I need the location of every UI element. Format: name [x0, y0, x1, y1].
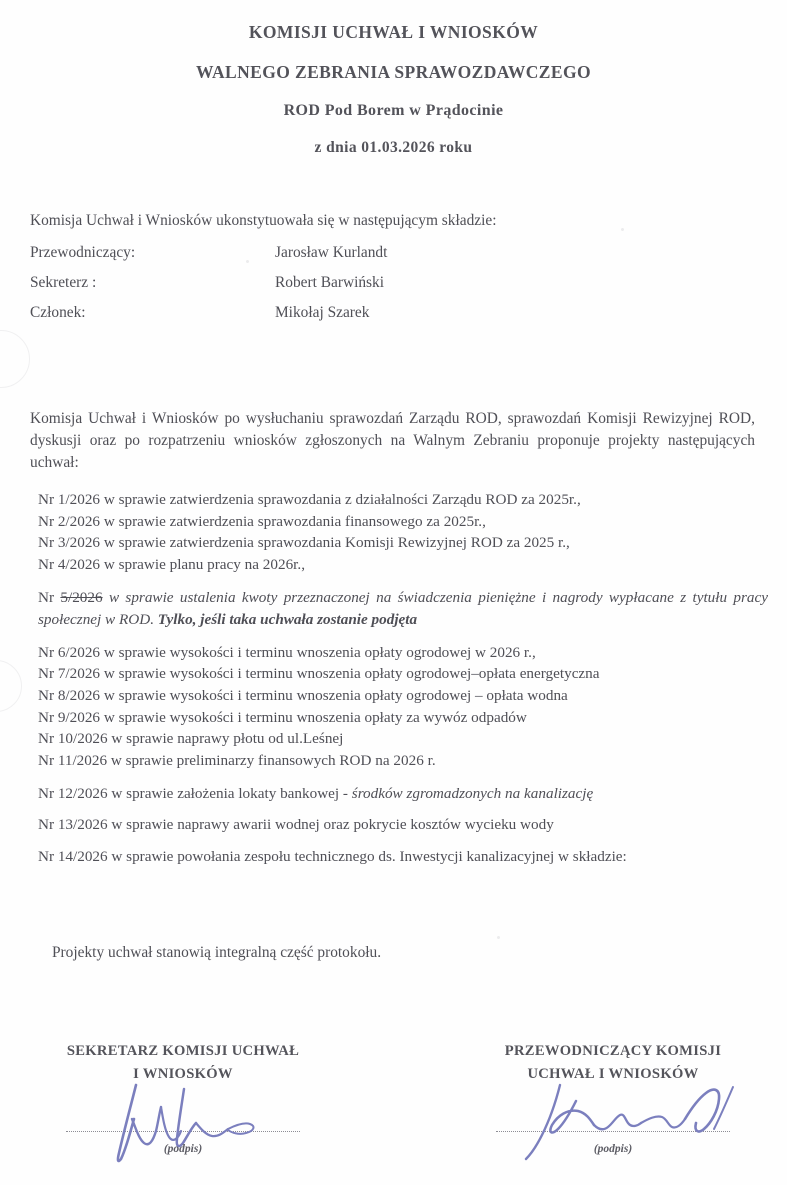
- resolution-number: Nr 4/2026: [38, 556, 101, 574]
- resolution-number: Nr 11/2026: [38, 752, 108, 770]
- person-name-secretary: Robert Barwiński: [275, 274, 385, 291]
- header-title-line-1: KOMISJI UCHWAŁ I WNIOSKÓW: [248, 22, 539, 42]
- header-date: z dnia 01.03.2026 roku: [314, 139, 473, 156]
- scan-artifact: [0, 660, 22, 712]
- closing-statement: Projekty uchwał stanowią integralną część protokołu.: [52, 944, 382, 961]
- resolution-item: [38, 643, 768, 664]
- signature-dotted-line: [66, 1131, 300, 1132]
- header-garden-name: ROD Pod Borem w Prądocinie: [283, 102, 504, 119]
- signature-dotted-line: [496, 1131, 730, 1132]
- resolutions-list: [38, 490, 768, 869]
- resolution-text: w sprawie zatwierdzenia sprawozdania Komisji Rewizyjnej ROD za 2025 r.,: [100, 534, 570, 552]
- resolution-item: [38, 784, 768, 805]
- resolution-text: w sprawie naprawy awarii wodnej oraz pokrycie kosztów wycieku wody: [107, 816, 554, 834]
- signature-title-line-2: UCHWAŁ I WNIOSKÓW: [527, 1065, 699, 1082]
- resolution-number: Nr 10/2026: [38, 730, 108, 748]
- signature-title-line-2: I WNIOSKÓW: [133, 1065, 233, 1082]
- signature-caption: (podpis): [163, 1143, 203, 1156]
- resolution-text: w sprawie zatwierdzenia sprawozdania z działalności Zarządu ROD za 2025r.,: [100, 491, 581, 508]
- resolution-item: [38, 708, 768, 729]
- resolution-item: [38, 815, 768, 836]
- resolution-text: w sprawie wysokości i terminu wnoszenia opłaty ogrodowej – opłata wodna: [100, 687, 568, 705]
- signature-title-line-1: SEKRETARZ KOMISJI UCHWAŁ: [66, 1043, 300, 1059]
- resolution-item: [38, 533, 768, 554]
- header-title-line-2: WALNEGO ZEBRANIA SPRAWOZDAWCZEGO: [196, 62, 591, 82]
- resolution-text: w sprawie powołania zespołu technicznego ds. Inwestycji kanalizacyjnej w składzie:: [107, 848, 627, 866]
- person-name-chairman: Jarosław Kurlandt: [275, 244, 388, 261]
- resolution-text: w sprawie wysokości i terminu wnoszenia opłaty za wywóz odpadów: [100, 708, 527, 726]
- document-header: [0, 22, 787, 157]
- role-label-secretary: Sekreterz :: [30, 274, 97, 291]
- resolution-item: [38, 847, 768, 868]
- committee-composition: [30, 212, 750, 334]
- resolution-number: Nr 1/2026: [38, 491, 101, 508]
- resolution-item: [38, 555, 768, 576]
- signature-block-chairman: [448, 1040, 778, 1167]
- resolution-number: Nr 2/2026: [38, 512, 101, 530]
- resolution-item: [38, 512, 768, 533]
- composition-intro: Komisja Uchwał i Wniosków ukonstytuowała się w następującym składzie:: [30, 212, 497, 229]
- resolution-number: Nr 8/2026: [38, 687, 101, 705]
- resolution-item-cancelled: [38, 587, 768, 632]
- resolution-item: [38, 751, 768, 772]
- resolution-text-emphasis: środków zgromadzonych na kanalizację: [351, 784, 594, 802]
- resolution-item: [38, 686, 768, 707]
- scan-artifact: [0, 330, 30, 388]
- resolution-number: Nr 7/2026: [38, 665, 101, 683]
- resolution-text: w sprawie planu pracy na 2026r.,: [100, 556, 305, 574]
- resolution-number: Nr 9/2026: [38, 708, 101, 726]
- resolution-item: [38, 490, 768, 511]
- resolution-text: w sprawie zatwierdzenia sprawozdania finansowego za 2025r.,: [100, 512, 486, 530]
- resolution-number: Nr 14/2026: [38, 848, 108, 866]
- resolution-text: w sprawie naprawy płotu od ul.Leśnej: [107, 730, 344, 748]
- person-name-member: Mikołaj Szarek: [275, 304, 370, 321]
- resolution-item: [38, 729, 768, 750]
- resolution-condition-note: Tylko, jeśli taka uchwała zostanie podjęta: [157, 611, 418, 629]
- composition-row-chairman: [30, 244, 750, 262]
- resolution-prefix: Nr: [38, 588, 61, 606]
- resolution-text: w sprawie założenia lokaty bankowej -: [107, 784, 352, 802]
- scan-speck: [497, 936, 500, 939]
- resolution-text: w sprawie ustalenia kwoty przeznaczonej na świadczenia pieniężne i nagrody wypłacane z tytułu pracy społecznej w ROD.: [38, 588, 769, 629]
- resolution-number: Nr 12/2026: [38, 784, 108, 802]
- resolution-text: w sprawie wysokości i terminu wnoszenia opłaty ogrodowej–opłata energetyczna: [100, 665, 600, 683]
- introduction-paragraph: Komisja Uchwał i Wniosków po wysłuchaniu sprawozdań Zarządu ROD, sprawozdań Komisji Rewizyjnej ROD, dyskusji oraz po rozpatrzeniu wniosków zgłoszonych na Walnym Zebraniu proponuje projekty następujących uchwał:: [30, 410, 755, 471]
- resolution-number-struck: 5/2026: [60, 588, 103, 606]
- role-label-member: Członek:: [30, 304, 86, 321]
- resolution-number: Nr 6/2026: [38, 643, 101, 661]
- resolution-text: w sprawie preliminarzy finansowych ROD na 2026 r.: [107, 752, 436, 770]
- signature-caption: (podpis): [593, 1143, 633, 1156]
- signature-area-secretary: [18, 1089, 348, 1167]
- resolution-number: Nr 3/2026: [38, 534, 101, 552]
- resolution-number: Nr 13/2026: [38, 816, 108, 834]
- composition-row-member: [30, 304, 750, 322]
- resolution-text: w sprawie wysokości i terminu wnoszenia opłaty ogrodowej w 2026 r.,: [100, 643, 536, 661]
- signature-title-line-1: PRZEWODNICZĄCY KOMISJI: [504, 1043, 722, 1059]
- signature-area-chairman: [448, 1089, 778, 1167]
- composition-row-secretary: [30, 274, 750, 292]
- signature-section: [0, 1040, 787, 1185]
- resolution-item: [38, 664, 768, 685]
- signature-block-secretary: [18, 1040, 348, 1167]
- role-label-chairman: Przewodniczący:: [30, 244, 136, 261]
